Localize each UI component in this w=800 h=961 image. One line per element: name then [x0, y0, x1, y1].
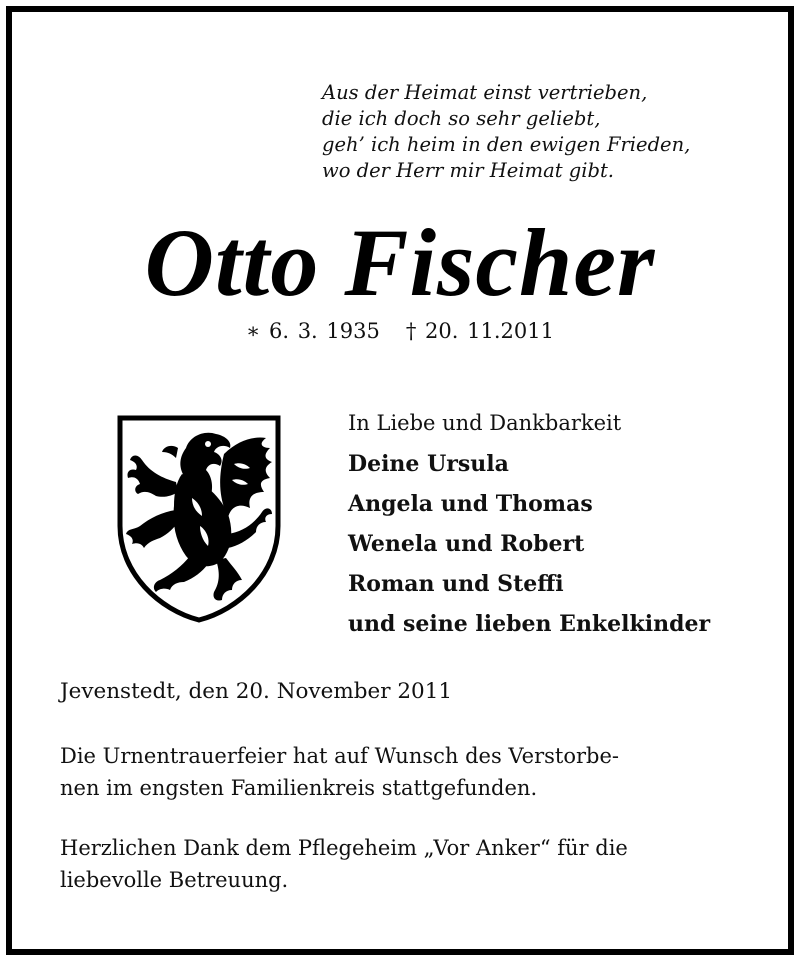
- text-line: liebevolle Betreuung.: [60, 868, 289, 892]
- life-dates: [12, 317, 788, 345]
- mourner-name: Angela und Thomas: [348, 491, 593, 517]
- mourner-name: Roman und Steffi: [348, 571, 564, 597]
- birth-date: ∗ 6. 3. 1935: [246, 319, 380, 343]
- text-line: nen im engsten Familienkreis stattgefunden.: [60, 776, 538, 800]
- mourner-name: Wenela und Robert: [348, 531, 585, 557]
- thanks-note: [60, 832, 760, 896]
- obituary-notice: [6, 6, 794, 955]
- funeral-note: [60, 740, 760, 804]
- text-line: Die Urnentrauerfeier hat auf Wunsch des Verstorbe-: [60, 744, 619, 768]
- griffin-coat-of-arms-icon: [116, 414, 282, 624]
- poem-line: die ich doch so sehr geliebt,: [322, 107, 601, 130]
- deceased-name: Otto Fischer: [144, 209, 656, 316]
- mourner-name: Deine Ursula: [348, 451, 509, 477]
- mourners-intro: In Liebe und Dankbarkeit: [348, 411, 622, 435]
- text-line: Herzlichen Dank dem Pflegeheim „Vor Anker“ für die: [60, 836, 628, 860]
- mourners-block: [348, 402, 778, 644]
- mourner-name: und seine lieben Enkelkinder: [348, 611, 711, 637]
- poem-line: geh’ ich heim in den ewigen Frieden,: [322, 133, 691, 156]
- memorial-poem: [322, 80, 742, 184]
- death-date: † 20. 11.2011: [405, 319, 554, 343]
- poem-line: wo der Herr mir Heimat gibt.: [322, 159, 614, 182]
- place-and-date: Jevenstedt, den 20. November 2011: [60, 679, 453, 704]
- poem-line: Aus der Heimat einst vertrieben,: [322, 81, 648, 104]
